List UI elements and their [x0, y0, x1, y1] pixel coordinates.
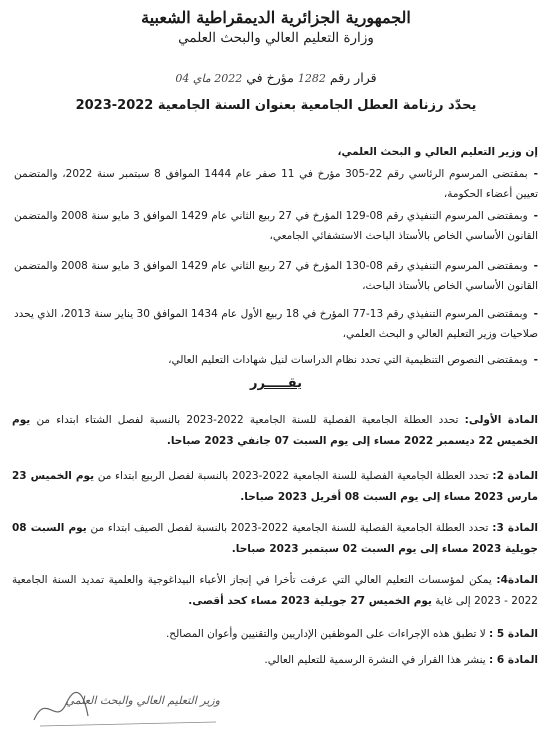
article-4: المادة4: يمكن لمؤسسات التعليم العالي التي عرفت تأخرا في إنجاز الأعباء البيداغوجية والعلمية تمديد السنة الجامعية 2022 - 2023 إلى غاية يوم الخميس 27 جويلية 2023 مساء كحد أقصى. [12, 574, 538, 607]
article-6: المادة 6 : ينشر هذا القرار في النشرة الرسمية للتعليم العالي. [264, 654, 538, 666]
decree-number: 1282 [297, 72, 326, 85]
signature-scribble-icon [26, 682, 226, 732]
signature-text: وزير التعليم العالي والبحث العلمي [65, 694, 220, 707]
minister-line: إن وزير التعليم العالي و البحث العلمي، [337, 146, 538, 158]
signature [26, 682, 226, 732]
visa-item: -وبمقتضى المرسوم التنفيذي رقم 08-130 المؤرخ في 27 ربيع الثاني عام 1429 الموافق 3 مايو سنة 2008 والمتضمن القانون الأساسي الخاص بالأستاذ الباحث، [14, 260, 539, 292]
ministry-header: وزارة التعليم العالي والبحث العلمي [178, 30, 374, 46]
article-1: المادة الأولى: تحدد العطلة الجامعية الفصلية للسنة الجامعية 2022-2023 بالنسبة لفصل الشتاء ابتداء من يوم الخميس 22 ديسمبر 2022 مساء إلى يوم السبت 07 جانفي 2023 صباحا. [12, 414, 539, 447]
visa-item: -وبمقتضى النصوص التنظيمية التي تحدد نظام الدراسات لنيل شهادات التعليم العالي، [168, 354, 538, 366]
decree-dated: مؤرخ في [246, 70, 294, 85]
decree-date: 2022 ماي 04 [175, 72, 243, 85]
document-title: يحدّد رزنامة العطل الجامعية بعنوان السنة الجامعية 2022-2023 [75, 98, 477, 113]
visa-item: -وبمقتضى المرسوم التنفيذي رقم 08-129 المؤرخ في 27 ربيع الثاني عام 1429 الموافق 3 مايو سنة 2008 والمتضمن القانون الأساسي الخاص بالأستاذ الباحث الاستشفائي الجامعي، [14, 210, 539, 242]
decree-line [0, 70, 552, 85]
article-3: المادة 3: تحدد العطلة الجامعية الفصلية للسنة الجامعية 2022-2023 بالنسبة لفصل الصيف ابتداء من يوم السبت 08 جويلية 2023 مساء إلى يوم السبت 02 سبتمبر 2023 صباحا. [12, 522, 538, 555]
visa-item: -بمقتضى المرسوم الرئاسي رقم 22-305 مؤرخ في 11 صفر عام 1444 الموافق 8 سبتمبر سنة 2022، والمتضمن تعيين أعضاء الحكومة، [14, 168, 539, 200]
article-2: المادة 2: تحدد العطلة الجامعية الفصلية للسنة الجامعية 2022-2023 بالنسبة لفصل الربيع ابتداء من يوم الخميس 23 مارس 2023 مساء إلى يوم السبت 08 أفريل 2023 صباحا. [12, 470, 539, 503]
decides-heading: يقـــــرر [249, 376, 303, 391]
decree-prefix: قرار رقم [329, 70, 377, 85]
article-5: المادة 5 : لا تطبق هذه الإجراءات على الموظفين الإداريين والتقنيين وأعوان المصالح. [165, 628, 538, 640]
visa-item: -وبمقتضى المرسوم التنفيذي رقم 13-77 المؤرخ في 18 ربيع الأول عام 1434 الموافق 30 يناير سنة 2013، الذي يحدد صلاحيات وزير التعليم العالي و البحث العلمي، [14, 308, 538, 340]
republic-header: الجمهورية الجزائرية الديمقراطية الشعبية [141, 8, 411, 27]
